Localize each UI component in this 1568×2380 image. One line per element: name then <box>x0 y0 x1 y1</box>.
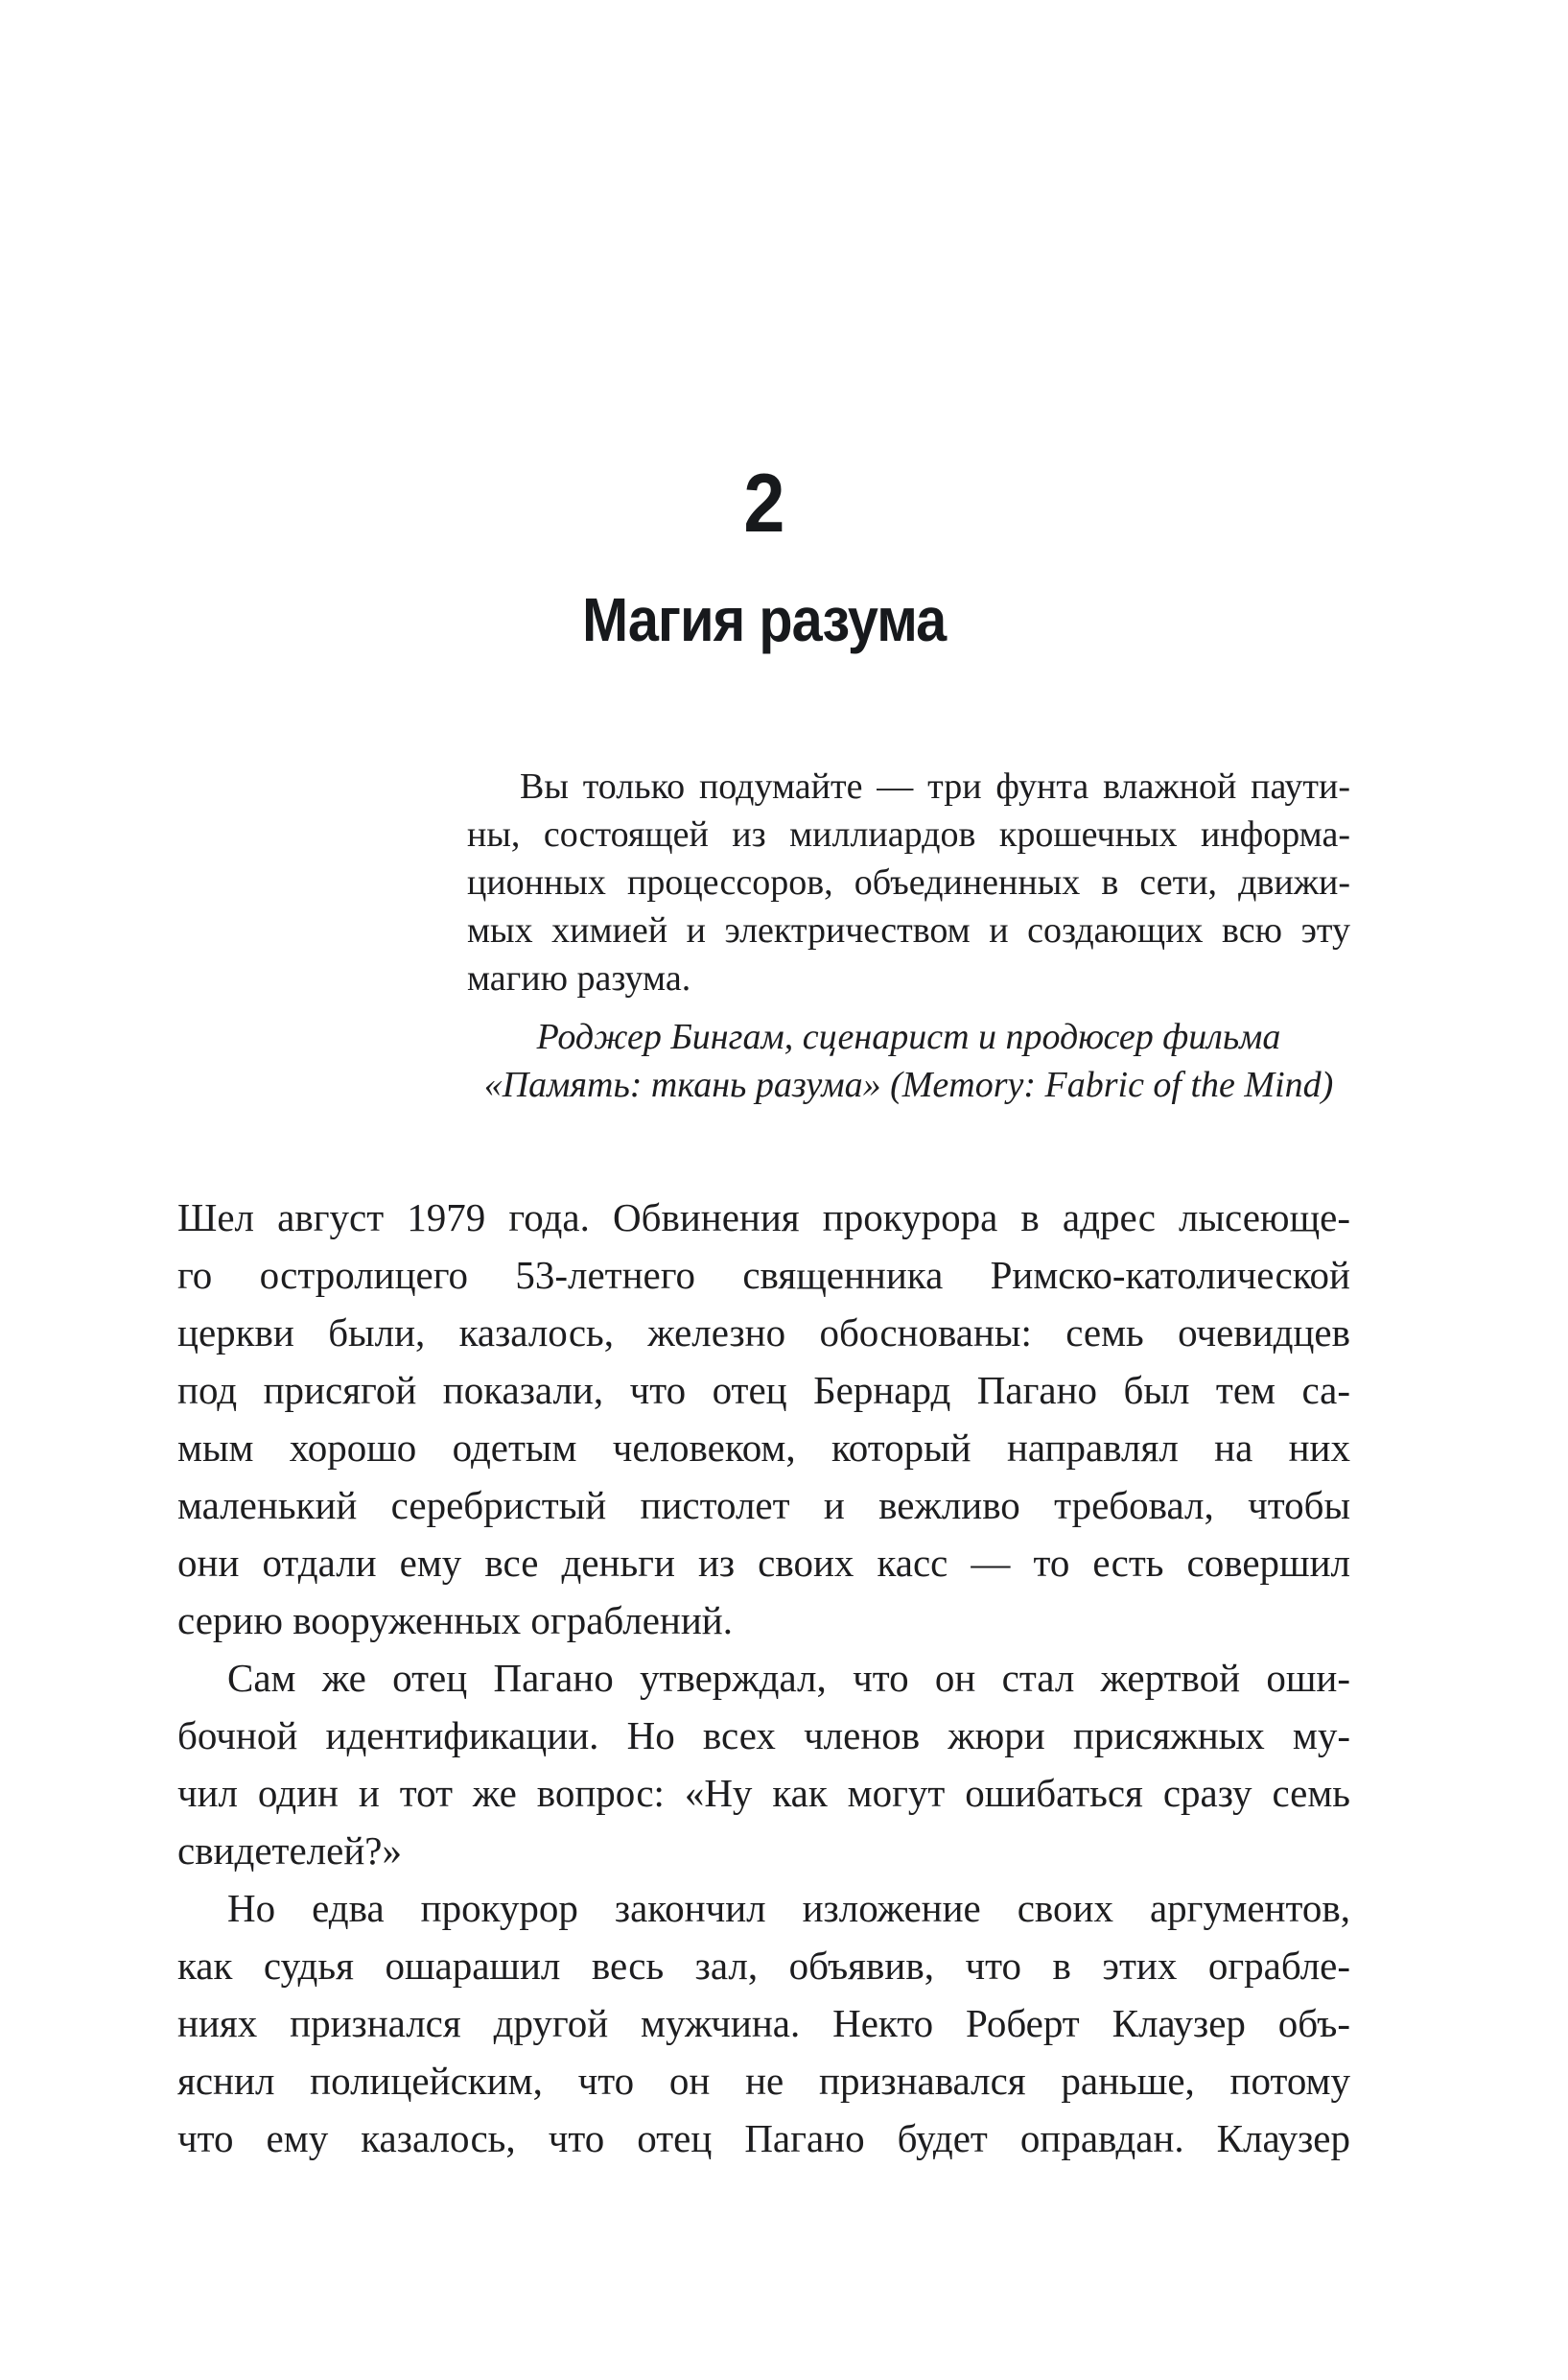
attribution-line: Роджер Бингам, сценарист и продюсер фильма <box>536 1017 1281 1057</box>
epigraph <box>467 763 1350 1002</box>
body-line: маленький серебристый пистолет и вежливо требовал, чтобы <box>177 1483 1350 1527</box>
body-line: бочной идентификации. Но всех членов жюри присяжных му- <box>177 1713 1350 1757</box>
body-line: под присягой показали, что отец Бернард Пагано был тем са- <box>177 1368 1350 1412</box>
chapter-title <box>177 585 1350 654</box>
body-line: чил один и тот же вопрос: «Ну как могут ошибаться сразу семь <box>177 1771 1350 1815</box>
chapter-title-text: Магия разума <box>581 585 947 654</box>
body-line: свидетелей?» <box>177 1828 402 1873</box>
epigraph-line: мых химией и электричеством и создающих всю эту <box>467 910 1350 951</box>
body-line: Сам же отец Пагано утверждал, что он стал жертвой оши- <box>227 1656 1350 1700</box>
epigraph-line: ционных процессоров, объединенных в сети, движи- <box>467 862 1350 903</box>
chapter-number-text: 2 <box>742 458 785 550</box>
epigraph-line: ны, состоящей из миллиардов крошечных информа- <box>467 814 1350 855</box>
body-line: что ему казалось, что отец Пагано будет оправдан. Клаузер <box>177 2116 1350 2160</box>
body-line: Шел август 1979 года. Обвинения прокурора в адрес лысеюще- <box>177 1195 1350 1239</box>
body-line: серию вооруженных ограблений. <box>177 1598 733 1642</box>
epigraph-line: Вы только подумайте — три фунта влажной паути- <box>520 766 1350 807</box>
epigraph-attribution <box>467 1013 1350 1109</box>
paragraph <box>177 1189 1350 1649</box>
body-line: го остролицего 53-летнего священника Римско-католической <box>177 1253 1350 1297</box>
body-line: ниях признался другой мужчина. Некто Роберт Клаузер объ- <box>177 2001 1350 2045</box>
body-line: Но едва прокурор закончил изложение своих аргументов, <box>227 1886 1350 1930</box>
attribution-line: «Память: ткань разума» (Memory: Fabric of the Mind) <box>483 1065 1334 1105</box>
body-line: церкви были, казалось, железно обоснованы: семь очевидцев <box>177 1310 1350 1355</box>
body-line: мым хорошо одетым человеком, который направлял на них <box>177 1426 1350 1470</box>
body-line: как судья ошарашил весь зал, объявив, что в этих ограбле- <box>177 1944 1350 1988</box>
paragraph <box>177 1879 1350 2167</box>
paragraph <box>177 1649 1350 1879</box>
epigraph-line: магию разума. <box>467 958 691 999</box>
chapter-number <box>177 458 1350 550</box>
body-line: они отдали ему все деньги из своих касс — то есть совершил <box>177 1541 1350 1585</box>
body-text <box>177 1189 1350 2167</box>
body-line: яснил полицейским, что он не признавался раньше, потому <box>177 2059 1350 2103</box>
